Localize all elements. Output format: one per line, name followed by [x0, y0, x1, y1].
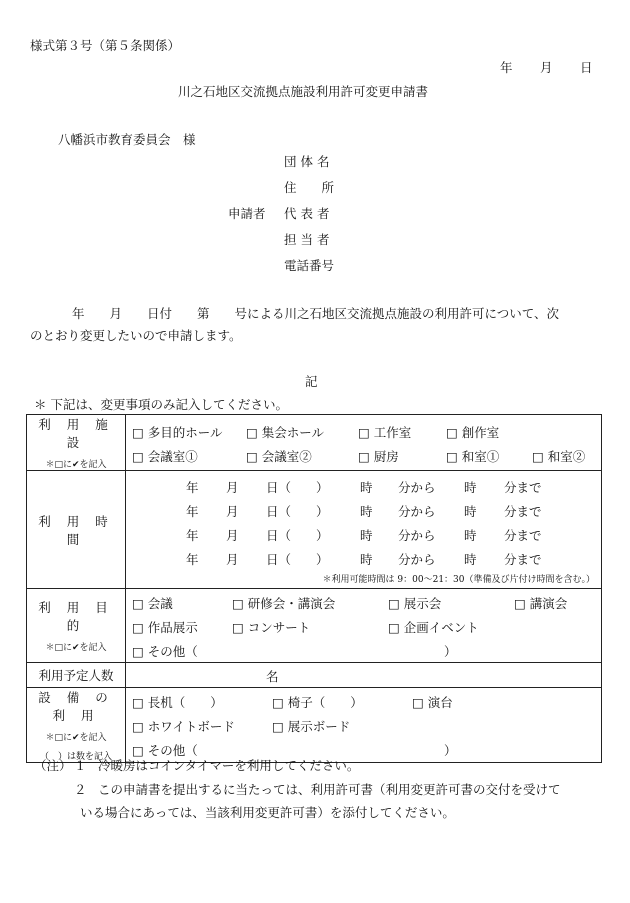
notes-head: （注）	[34, 758, 72, 773]
field-address: 住 所	[284, 180, 335, 195]
body-text-line1: 年 月 日付 第 号による川之石地区交流拠点施設の利用許可について、次	[72, 306, 560, 321]
people-label: 利用予定人数	[38, 668, 114, 683]
purpose-option[interactable]: □ 企画イベント	[388, 619, 479, 635]
time-hour-from: 時	[360, 504, 373, 519]
purpose-option[interactable]: □ コンサート	[232, 619, 311, 635]
purpose-other-close: ）	[444, 643, 457, 659]
note-2-line2: いる場合にあっては、当該利用変更許可書）を添付してください。	[80, 805, 455, 820]
time-month: 月	[226, 552, 239, 567]
people-value-cell[interactable]	[126, 663, 602, 688]
field-group-name: 団 体 名	[284, 154, 330, 169]
body-text-line2: のとおり変更したいので申請します。	[30, 328, 242, 343]
equipment-note2: （ ）は数を記入	[39, 752, 112, 762]
purpose-other[interactable]: □ その他（	[132, 643, 198, 659]
time-month: 月	[226, 480, 239, 495]
field-representative: 代 表 者	[284, 206, 330, 221]
time-minute-from: 分から	[398, 552, 436, 567]
equipment-option[interactable]: □ 演台	[412, 695, 453, 710]
time-hour-to: 時	[464, 528, 477, 543]
time-day: 日（ ）	[266, 552, 329, 567]
purpose-label: 利 用 目 的	[38, 600, 114, 633]
equipment-option[interactable]: □ 展示ボード	[272, 719, 351, 734]
time-hour-from: 時	[360, 528, 373, 543]
note-2-line1: この申請書を提出するに当たっては、利用許可書（利用変更許可書の交付を受けて	[98, 782, 561, 797]
time-label: 利 用 時 間	[38, 513, 114, 547]
ki-heading: 記	[305, 374, 318, 389]
date-day: 日	[580, 60, 593, 75]
facility-option[interactable]: □ 会議室②	[246, 448, 312, 464]
facility-options-cell	[126, 415, 602, 471]
time-day: 日（ ）	[266, 528, 329, 543]
time-note: ＊利用可能時間は 9：00～21：30（準備及び片付け時間を含む。）	[322, 575, 595, 585]
time-minute-from: 分から	[398, 528, 436, 543]
purpose-label-cell	[27, 589, 126, 663]
purpose-option[interactable]: □ 作品展示	[132, 619, 198, 635]
equipment-label-cell	[27, 688, 126, 763]
time-minute-to: 分まで	[504, 504, 542, 519]
facility-option[interactable]: □ 工作室	[358, 424, 412, 440]
purpose-option[interactable]: □ 展示会	[388, 595, 442, 611]
time-minute-to: 分まで	[504, 552, 542, 567]
addressee: 八幡浜市教育委員会 様	[58, 132, 196, 147]
purpose-option[interactable]: □ 講演会	[514, 595, 568, 611]
time-day: 日（ ）	[266, 480, 329, 495]
facility-label-cell	[27, 415, 126, 471]
time-minute-from: 分から	[398, 504, 436, 519]
time-hour-to: 時	[464, 480, 477, 495]
time-year: 年	[186, 552, 199, 567]
date-year: 年	[500, 60, 513, 75]
equipment-option[interactable]: □ 長机（ ）	[132, 695, 223, 710]
instruction: ＊ 下記は、変更事項のみ記入してください。	[34, 397, 288, 412]
facility-option[interactable]: □ 和室②	[532, 448, 586, 464]
facility-option[interactable]: □ 厨房	[358, 448, 399, 464]
equipment-option[interactable]: □ ホワイトボード	[132, 719, 235, 734]
time-hour-from: 時	[360, 552, 373, 567]
people-label-cell	[27, 663, 126, 688]
time-minute-to: 分まで	[504, 528, 542, 543]
time-year: 年	[186, 528, 199, 543]
time-label-cell	[27, 471, 126, 589]
time-year: 年	[186, 480, 199, 495]
time-hour-to: 時	[464, 504, 477, 519]
equipment-option[interactable]: □ 椅子（ ）	[272, 695, 363, 710]
document-title: 川之石地区交流拠点施設利用許可変更申請書	[178, 84, 429, 99]
time-month: 月	[226, 504, 239, 519]
note-2-number: ２	[74, 782, 87, 797]
facility-option[interactable]: □ 和室①	[446, 448, 500, 464]
purpose-option[interactable]: □ 会議	[132, 595, 173, 611]
field-phone: 電話番号	[284, 258, 335, 273]
change-form-table	[26, 414, 602, 763]
facility-label: 利 用 施 設	[38, 417, 114, 450]
time-hour-to: 時	[464, 552, 477, 567]
applicant-label: 申請者	[228, 206, 266, 221]
date-month: 月	[540, 60, 553, 75]
facility-option[interactable]: □ 会議室①	[132, 448, 198, 464]
facility-option[interactable]: □ 多目的ホール	[132, 424, 223, 440]
time-year: 年	[186, 504, 199, 519]
equipment-note1: ＊□に✔を記入	[45, 733, 107, 743]
equipment-options-cell	[126, 688, 602, 763]
time-month: 月	[226, 528, 239, 543]
field-contact-person: 担 当 者	[284, 232, 330, 247]
purpose-options-cell	[126, 589, 602, 663]
form-number: 様式第３号（第５条関係）	[30, 38, 181, 53]
time-day: 日（ ）	[266, 504, 329, 519]
time-minute-to: 分まで	[504, 480, 542, 495]
time-hour-from: 時	[360, 480, 373, 495]
note-1-number: １	[74, 758, 87, 773]
equipment-label: 設 備 の 利 用	[38, 690, 114, 723]
purpose-option[interactable]: □ 研修会・講演会	[232, 595, 336, 611]
people-unit: 名	[266, 669, 279, 684]
purpose-note: ＊□に✔を記入	[45, 643, 107, 653]
equipment-other-close: ）	[444, 743, 457, 758]
time-minute-from: 分から	[398, 480, 436, 495]
facility-option[interactable]: □ 創作室	[446, 424, 500, 440]
note-1: 冷暖房はコインタイマーを利用してください。	[98, 758, 360, 773]
facility-option[interactable]: □ 集会ホール	[246, 424, 325, 440]
facility-note: ＊□に✔を記入	[45, 460, 107, 470]
equipment-other[interactable]: □ その他（	[132, 743, 198, 758]
time-rows-cell	[126, 471, 602, 589]
